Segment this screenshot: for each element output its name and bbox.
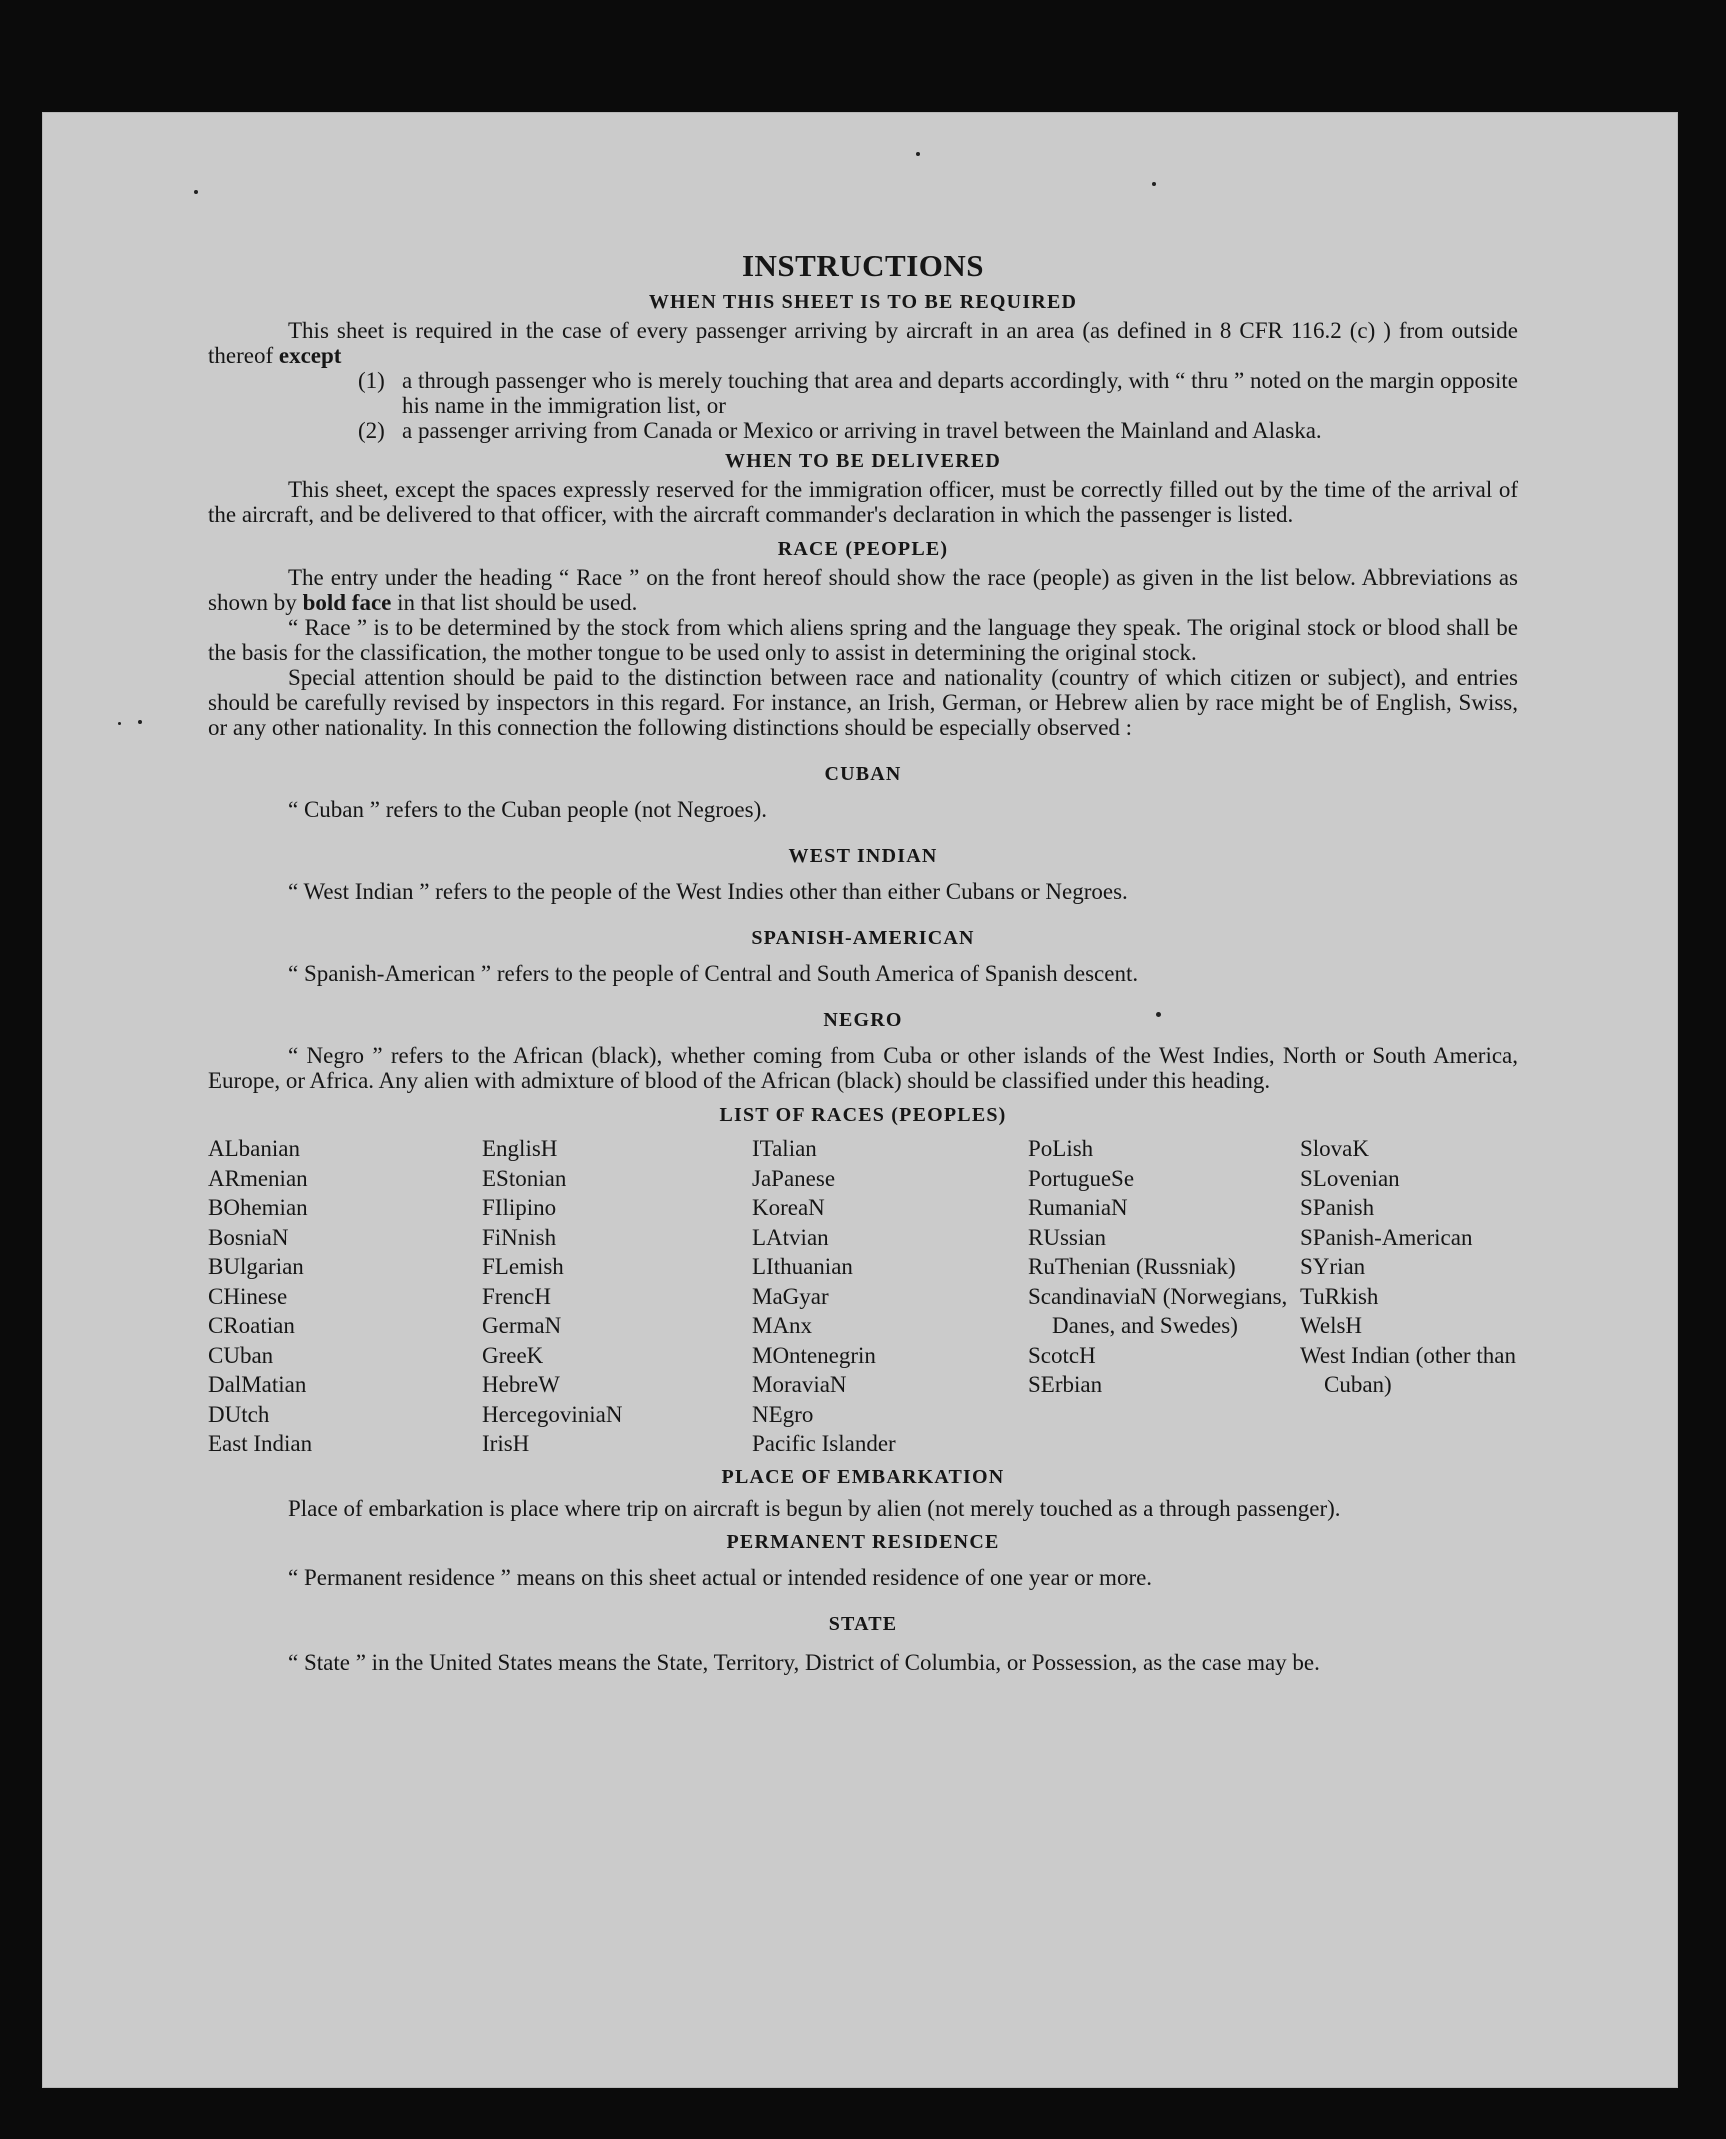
race-item: FiNnish xyxy=(482,1224,557,1250)
race-item: SLovenian xyxy=(1300,1165,1400,1191)
race-item: MOntenegrin xyxy=(752,1342,876,1368)
race-item: NEgro xyxy=(752,1401,814,1427)
race-item: SlovaK xyxy=(1300,1136,1369,1161)
section-heading-embarkation: PLACE OF EMBARKATION xyxy=(721,1465,1005,1488)
race-item: SYrian xyxy=(1300,1254,1366,1279)
race-item: JaPanese xyxy=(752,1165,836,1191)
paper-speck xyxy=(118,722,121,725)
document-sheet xyxy=(42,112,1678,2088)
paper-speck xyxy=(138,720,142,724)
race-item: TuRkish xyxy=(1300,1283,1379,1309)
race-item: West Indian (other than Cuban) xyxy=(1300,1342,1516,1397)
race-item: MoraviaN xyxy=(752,1372,847,1397)
race-item: FIlipino xyxy=(482,1195,557,1220)
paragraph-required: This sheet is required in the case of every passenger arriving by aircraft in an area (as defined in 8 CFR 116.2 (c) ) from outside thereof except xyxy=(208,318,1518,368)
race-item: Pacific Islander xyxy=(752,1431,896,1456)
race-item: ScotcH xyxy=(1028,1342,1096,1368)
paper-speck xyxy=(1152,182,1156,186)
race-item: RumaniaN xyxy=(1028,1195,1128,1220)
race-item: KoreaN xyxy=(752,1195,825,1220)
race-item: PoLish xyxy=(1028,1136,1094,1161)
race-item: CRoatian xyxy=(208,1313,295,1338)
race-item: LAtvian xyxy=(752,1224,829,1250)
paper-speck xyxy=(194,190,198,194)
race-item: HercegoviniaN xyxy=(482,1401,623,1427)
race-item: GreeK xyxy=(482,1342,544,1368)
race-item: LIthuanian xyxy=(752,1254,853,1279)
section-heading-required: WHEN THIS SHEET IS TO BE REQUIRED xyxy=(648,291,1078,313)
paragraph-west-indian: “ West Indian ” refers to the people of the West Indies other than either Cubans or Negroes. xyxy=(288,879,1128,904)
race-item: FLemish xyxy=(482,1254,564,1279)
race-item: HebreW xyxy=(482,1372,560,1397)
paragraph-race-1: The entry under the heading “ Race ” on the front hereof should show the race (people) as given in the list below. Abbreviations as shown by bold face in that list should be used. xyxy=(208,565,1518,615)
race-item: RuThenian (Russniak) xyxy=(1028,1254,1236,1279)
race-item: WelsH xyxy=(1300,1313,1363,1338)
section-heading-list-of-races: LIST OF RACES (PEOPLES) xyxy=(719,1104,1007,1126)
races-column-2 xyxy=(482,1134,752,1459)
section-heading-cuban: CUBAN xyxy=(824,763,902,785)
race-item: East Indian xyxy=(208,1431,313,1456)
race-item: ARmenian xyxy=(208,1165,308,1191)
section-heading-west-indian: WEST INDIAN xyxy=(788,845,938,867)
race-item: ScandinaviaN (Norwegians, Danes, and Swedes) xyxy=(1028,1283,1288,1338)
section-heading-delivered: WHEN TO BE DELIVERED xyxy=(724,450,1002,472)
page-title: INSTRUCTIONS xyxy=(741,248,984,283)
exception-item-2: (2) a passenger arriving from Canada or Mexico or arriving in travel between the Mainland and Alaska. xyxy=(358,418,1322,443)
race-item: EStonian xyxy=(482,1165,567,1191)
race-item: DalMatian xyxy=(208,1372,307,1397)
race-item: IrisH xyxy=(482,1431,530,1456)
race-item: SPanish-American xyxy=(1300,1224,1473,1250)
race-item: RUssian xyxy=(1028,1224,1106,1250)
exception-item-1: (1) a through passenger who is merely touching that area and departs accordingly, with “ thru ” noted on the margin opposite his name in the immigration list, or xyxy=(358,368,1518,418)
race-item: EnglisH xyxy=(482,1136,558,1161)
race-item: SPanish xyxy=(1300,1195,1375,1220)
race-item: MaGyar xyxy=(752,1283,829,1309)
section-heading-negro: NEGRO xyxy=(823,1009,903,1031)
race-item: MAnx xyxy=(752,1313,813,1338)
paragraph-race-3: Special attention should be paid to the distinction between race and nationality (country of which citizen or subject), and entries should be carefully revised by inspectors in this regard. For instance, an Irish, German, or Hebrew alien by race might be of English, Swiss, or any other nationality. In this connection the following distinctions should be especially observed : xyxy=(208,665,1518,740)
paper-speck xyxy=(916,152,920,156)
race-item: BosniaN xyxy=(208,1224,289,1250)
race-item: BOhemian xyxy=(208,1195,308,1220)
paragraph-residence: “ Permanent residence ” means on this sheet actual or intended residence of one year or more. xyxy=(288,1564,1153,1590)
race-item: CHinese xyxy=(208,1283,288,1309)
races-column-4 xyxy=(1028,1134,1300,1459)
race-item: ITalian xyxy=(752,1136,817,1161)
section-heading-state: STATE xyxy=(828,1612,898,1635)
races-column-3 xyxy=(752,1134,1028,1459)
section-heading-race: RACE (PEOPLE) xyxy=(777,538,949,560)
list-of-races xyxy=(208,1134,1518,1459)
paragraph-embarkation: Place of embarkation is place where trip on aircraft is begun by alien (not merely touched as a through passenger). xyxy=(288,1495,1341,1521)
race-item: FrencH xyxy=(482,1283,551,1309)
race-item: BUlgarian xyxy=(208,1254,304,1279)
paragraph-race-2: “ Race ” is to be determined by the stock from which aliens spring and the language they speak. The original stock or blood shall be the basis for the classification, the mother tongue to be used only to assist in determining the original stock. xyxy=(208,615,1518,665)
race-item: GermaN xyxy=(482,1313,562,1338)
paragraph-state: “ State ” in the United States means the State, Territory, District of Columbia, or Possession, as the case may be. xyxy=(288,1649,1320,1675)
paragraph-negro: “ Negro ” refers to the African (black), whether coming from Cuba or other islands of the West Indies, North or South America, Europe, or Africa. Any alien with admixture of blood of the African (black) should be classified under this heading. xyxy=(208,1043,1518,1093)
races-column-5 xyxy=(1300,1134,1518,1459)
paragraph-delivered: This sheet, except the spaces expressly reserved for the immigration officer, must be correctly filled out by the time of the arrival of the aircraft, and be delivered to that officer, with the aircraft commander's declaration in which the passenger is listed. xyxy=(208,477,1518,527)
races-column-1 xyxy=(208,1134,482,1459)
race-item: ALbanian xyxy=(208,1136,300,1161)
section-heading-spanish-american: SPANISH-AMERICAN xyxy=(751,927,975,949)
race-item: CUban xyxy=(208,1342,274,1368)
race-item: PortugueSe xyxy=(1028,1165,1135,1191)
paragraph-cuban: “ Cuban ” refers to the Cuban people (not Negroes). xyxy=(288,797,768,822)
race-item: DUtch xyxy=(208,1401,270,1427)
paragraph-spanish-american: “ Spanish-American ” refers to the people of Central and South America of Spanish descent. xyxy=(288,961,1139,986)
instructions-body xyxy=(208,248,1518,1678)
section-heading-residence: PERMANENT RESIDENCE xyxy=(726,1530,1000,1553)
race-item: SErbian xyxy=(1028,1372,1103,1397)
